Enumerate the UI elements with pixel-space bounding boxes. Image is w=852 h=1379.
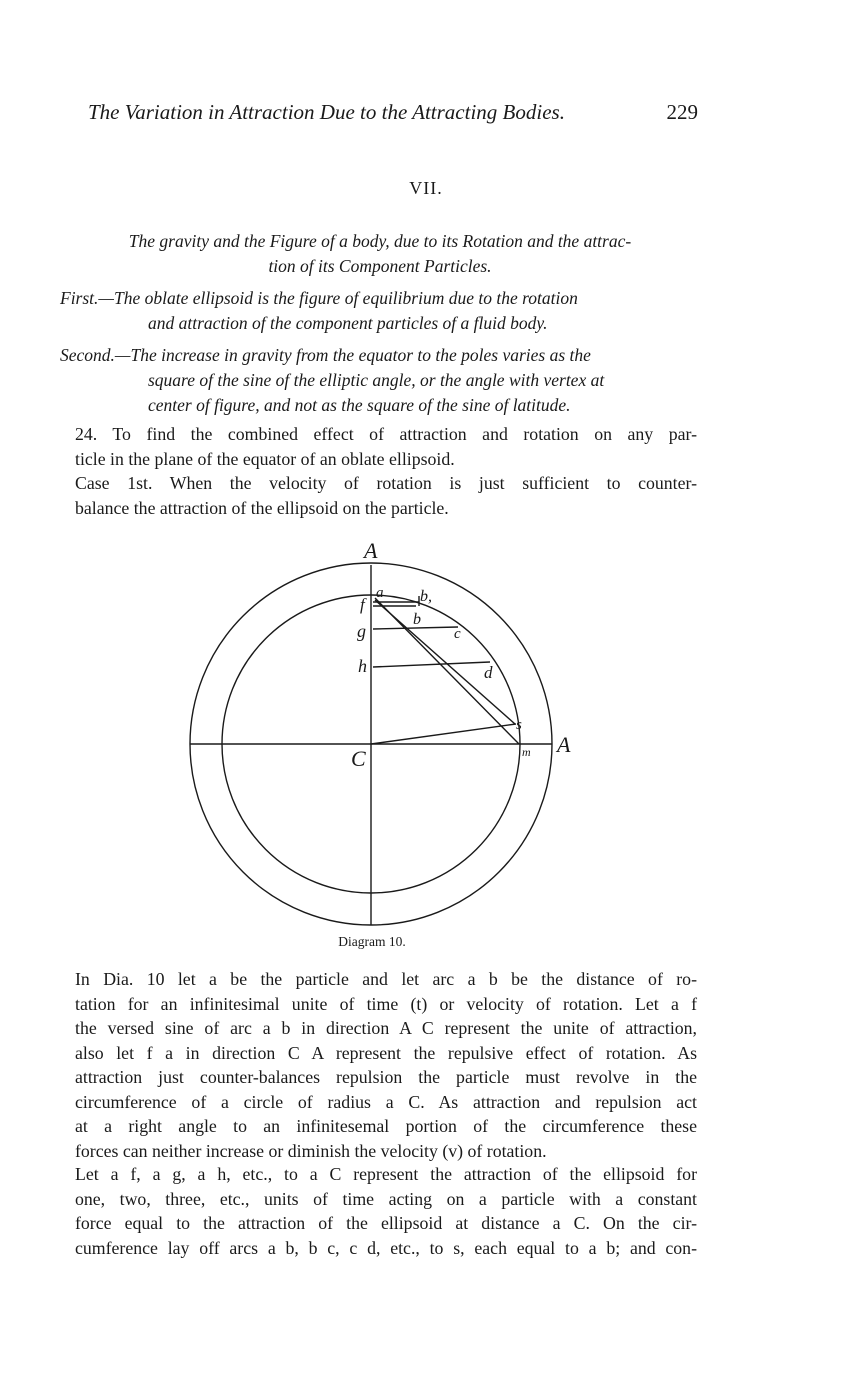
label-d: d <box>484 663 493 682</box>
label-b: b <box>413 611 421 628</box>
label-C: C <box>351 746 366 771</box>
body1-line-1: In Dia. 10 let a be the particle and let arc a b be the distance of ro- <box>75 969 697 989</box>
section-title-line-2: tion of its Component Particles. <box>268 256 492 276</box>
label-s: s <box>516 717 522 733</box>
proposition-first-line-2: and attraction of the component particles of a fluid body. <box>148 313 548 333</box>
body1-line-2: tation for an infinitesimal unite of time (t) or velocity of rotation. Let a f <box>75 993 697 1014</box>
label-c: c <box>454 626 461 642</box>
section-title-line-1: The gravity and the Figure of a body, due to its Rotation and the attrac- <box>128 231 632 251</box>
diagram-caption: Diagram 10. <box>338 934 406 949</box>
proposition-second-line-3: center of figure, and not as the square of the sine of latitude. <box>148 395 571 415</box>
body1-line-7: at a right angle to an infinitesemal portion of the circumference these <box>75 1116 697 1136</box>
article-24-line-4: balance the attraction of the ellipsoid on the particle. <box>75 497 449 518</box>
page-number: 229 <box>666 100 698 124</box>
running-title: The Variation in Attraction Due to the Attracting Bodies. <box>88 100 565 124</box>
running-header <box>88 100 698 125</box>
article-24 <box>75 422 697 520</box>
body1-line-3: the versed sine of arc a b in direction A C represent the unite of attraction, <box>75 1018 697 1038</box>
label-h: h <box>358 656 367 676</box>
body2-line-1: Let a f, a g, a h, etc., to a C represent the attraction of the ellipsoid for <box>75 1164 697 1184</box>
body1-line-4: also let f a in direction C A represent the repulsive effect of rotation. As <box>75 1042 697 1063</box>
body2-line-3: force equal to the attraction of the ellipsoid at distance a C. On the cir- <box>75 1213 697 1233</box>
line-C-s <box>371 724 516 744</box>
proposition-first <box>60 286 700 336</box>
proposition-first-line-1: First.—The oblate ellipsoid is the figure of equilibrium due to the rotation <box>60 288 578 308</box>
body1-line-8: forces can neither increase or diminish the velocity (v) of rotation. <box>75 1140 547 1161</box>
body1-line-6: circumference of a circle of radius a C. As attraction and repulsion act <box>75 1091 697 1112</box>
section-numeral: VII. <box>409 178 443 198</box>
label-f: f <box>360 595 365 614</box>
article-24-line-3: Case 1st. When the velocity of rotation is just sufficient to counter- <box>75 473 697 493</box>
proposition-second <box>60 343 700 418</box>
proposition-second-line-1: Second.—The increase in gravity from the equator to the poles varies as the <box>60 345 591 365</box>
line-a-m <box>375 598 519 744</box>
body2-line-4: cumference lay off arcs a b, b c, c d, etc., to s, each equal to a b; and con- <box>75 1237 697 1258</box>
section-title <box>60 229 700 279</box>
label-g: g <box>357 621 366 641</box>
proposition-second-line-2: square of the sine of the elliptic angle, or the angle with vertex at <box>148 370 605 390</box>
label-A-top: A <box>364 538 378 563</box>
label-b1: b, <box>420 588 432 605</box>
line-h-d <box>373 662 490 667</box>
article-24-line-2: ticle in the plane of the equator of an oblate ellipsoid. <box>75 448 455 469</box>
label-A-right: A <box>557 732 571 757</box>
body1-line-5: attraction just counter-balances repulsion the particle must revolve in the <box>75 1067 697 1087</box>
body2-line-2: one, two, three, etc., units of time acting on a particle with a constant <box>75 1188 697 1209</box>
body-paragraph-2 <box>75 1162 697 1260</box>
article-24-line-1: 24. To find the combined effect of attraction and rotation on any par- <box>75 424 697 444</box>
diagram-10 <box>0 530 852 960</box>
label-m: m <box>522 745 531 759</box>
body-paragraph-1 <box>75 967 697 1163</box>
label-a: a <box>376 585 384 601</box>
